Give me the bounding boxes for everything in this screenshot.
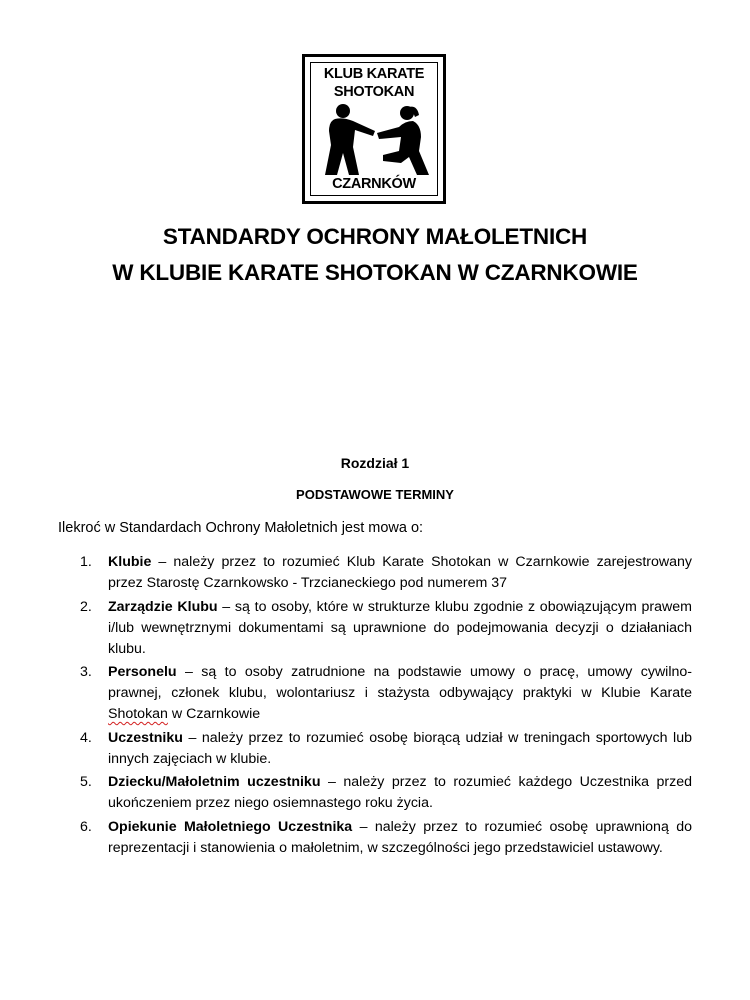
- definition-item: [80, 728, 692, 770]
- item-number: 1.: [80, 554, 92, 570]
- definition-text: – są to osoby, które w strukturze klubu zgodnie z obowiązującym prawem i/lub wewnętrznymi dokumentami są uprawnione do podejmowania decyzji o działaniach klubu.: [108, 598, 692, 657]
- spellcheck-flagged-word: Shotokan: [108, 706, 168, 722]
- logo-text-line3: CZARNKÓW: [332, 176, 416, 192]
- definition-text: – należy przez to rozumieć każdego Uczestnika przed ukończeniem przez niego osiemnastego roku życia.: [108, 774, 692, 811]
- definition-term: Dziecku/Małoletnim uczestniku: [108, 774, 321, 790]
- definition-item: [80, 772, 692, 814]
- intro-paragraph: Ilekroć w Standardach Ochrony Małoletnich jest mowa o:: [58, 520, 424, 536]
- definition-term: Opiekunie Małoletniego Uczestnika: [108, 818, 353, 835]
- definition-text: – należy przez to rozumieć osobę biorącą udział w treningach sportowych lub innych zajęciach w klubie.: [108, 729, 692, 767]
- definition-item: [80, 552, 692, 594]
- definition-text: – należy przez to rozumieć Klub Karate Shotokan w Czarnkowie zarejestrowany przez Starostę Czarnkowsko - Trzcianeckiego pod numerem 37: [108, 554, 692, 591]
- karate-fighters-icon: [313, 101, 435, 177]
- chapter-name: PODSTAWOWE TERMINY: [296, 487, 454, 502]
- item-number: 6.: [80, 818, 92, 835]
- item-number: 3.: [80, 664, 92, 680]
- club-logo: [302, 54, 446, 204]
- definition-text: – są to osoby zatrudnione na podstawie umowy o pracę, umowy cywilno-prawnej, członek klubu, wolontariusz i stażysta odbywający praktyki w Klubie Karate: [108, 664, 692, 701]
- definition-term: Klubie: [108, 554, 152, 570]
- document-title-line1: STANDARDY OCHRONY MAŁOLETNICH: [162, 224, 588, 249]
- item-number: 5.: [80, 774, 92, 790]
- definition-text-end: w Czarnkowie: [167, 706, 261, 722]
- definition-text: – należy przez to rozumieć osobę uprawnioną do reprezentacji i stanowienia o małoletnim, w szczególności jego przedstawiciel ustawowy.: [108, 818, 692, 856]
- definition-item: [80, 597, 692, 660]
- definition-term: Uczestniku: [108, 729, 183, 746]
- logo-text-line1: KLUB KARATE: [323, 66, 425, 82]
- definition-term: Zarządzie Klubu: [108, 598, 218, 615]
- definition-item: [80, 817, 692, 859]
- item-number: 2.: [80, 598, 92, 615]
- definitions-list: [80, 552, 692, 861]
- item-number: 4.: [80, 729, 92, 746]
- logo-text-line2: SHOTOKAN: [333, 84, 415, 100]
- definition-item: [80, 662, 692, 725]
- document-title-line2: W KLUBIE KARATE SHOTOKAN W CZARNKOWIE: [112, 260, 638, 285]
- definition-term: Personelu: [108, 664, 177, 680]
- chapter-number: Rozdział 1: [340, 455, 410, 471]
